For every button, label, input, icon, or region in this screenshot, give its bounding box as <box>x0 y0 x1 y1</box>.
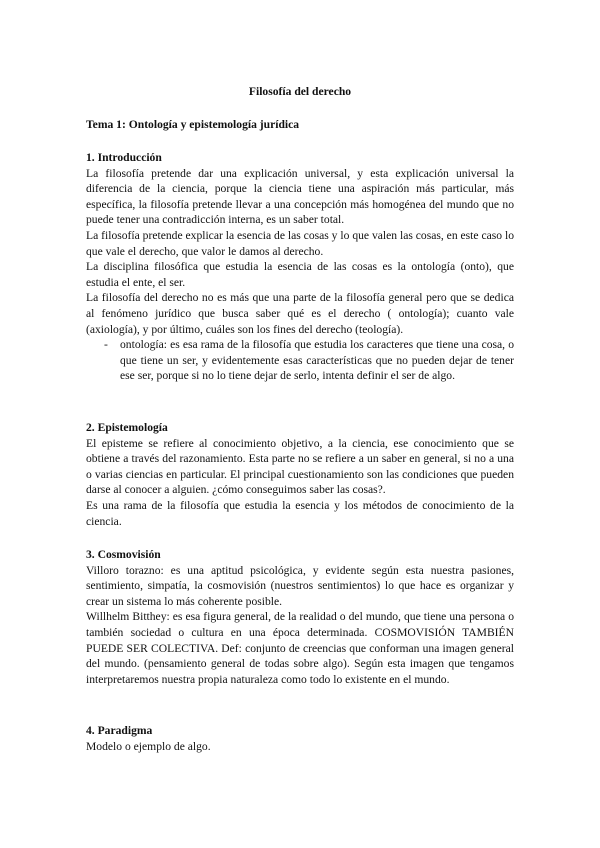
paragraph: Es una rama de la filosofía que estudia la esencia y los métodos de conocimiento de la ciencia. <box>86 498 514 528</box>
bullet-marker: - <box>104 338 108 352</box>
section-heading: 2. Epistemología <box>86 421 168 434</box>
paragraph: Villoro torazno: es una aptitud psicológica, y evidente según esta nuestra pasiones, sentimiento, simpatía, la cosmovisión (nuestros sentimientos) lo que hace es organizar y crear un sistema lo más coherente posible. <box>86 563 514 608</box>
document-title: Filosofía del derecho <box>248 85 352 98</box>
paragraph: La filosofía pretende dar una explicación universal, y esta explicación universal la diferencia de la ciencia, porque la ciencia tiene una aspiración más particular, más específica, la filosofía pretende llevar a una concepción más homogénea del mundo que no puede tener una contradicción interna, es un saber total. <box>86 166 514 227</box>
section-heading: 1. Introducción <box>86 151 162 164</box>
bullet-text: ontología: es esa rama de la filosofía que estudia los caracteres que tiene una cosa, o que tiene un ser, y evidentemente esas características que no pueden dejar de tener ese ser, porque si no lo tiene dejar de serlo, intenta definir el ser de algo. <box>120 338 514 383</box>
paragraph: La filosofía pretende explicar la esencia de las cosas y lo que valen las cosas, en este caso lo que vale el derecho, que valor le damos al derecho. <box>86 228 514 258</box>
section-paradigma <box>86 723 514 754</box>
section-introduccion <box>86 150 514 384</box>
section-epistemologia <box>86 420 514 529</box>
paragraph: Modelo o ejemplo de algo. <box>86 739 211 753</box>
paragraph: Willhelm Bitthey: es esa figura general, de la realidad o del mundo, que tiene una persona o también sociedad o cultura en una época determinada. COSMOVISIÓN TAMBIÉN PUEDE SER COLECTIVA. Def: conjunto de creencias que conforman una imagen general del mundo. (pensamiento general de todas sobre algo). Según esta imagen que tengamos interpretaremos nuestra propia naturaleza como todo lo existente en el mundo. <box>86 610 514 686</box>
paragraph: La filosofía del derecho no es más que una parte de la filosofía general pero que se dedica al fenómeno jurídico que busca saber qué es el derecho ( ontología); cuanto vale (axiología), y por último, cuáles son los fines del derecho (teología). <box>86 291 514 336</box>
paragraph: El episteme se refiere al conocimiento objetivo, a la ciencia, ese conocimiento que se obtiene a través del razonamiento. Esta parte no se refiere a un saber en general, si no a una o varias ciencias en particular. El principal cuestionamiento son las condiciones que pueden darse al conocer a alguien. ¿cómo conseguimos saber las cosas?. <box>86 436 514 497</box>
bullet-item <box>86 337 514 384</box>
tema-heading: Tema 1: Ontología y epistemología jurídica <box>86 118 300 131</box>
section-heading: 3. Cosmovisión <box>86 548 161 561</box>
section-cosmovision <box>86 547 514 687</box>
section-heading: 4. Paradigma <box>86 724 153 737</box>
tema-heading-block <box>86 117 514 133</box>
paragraph: La disciplina filosófica que estudia la esencia de las cosas es la ontología (onto), que estudia el ente, el ser. <box>86 260 514 289</box>
